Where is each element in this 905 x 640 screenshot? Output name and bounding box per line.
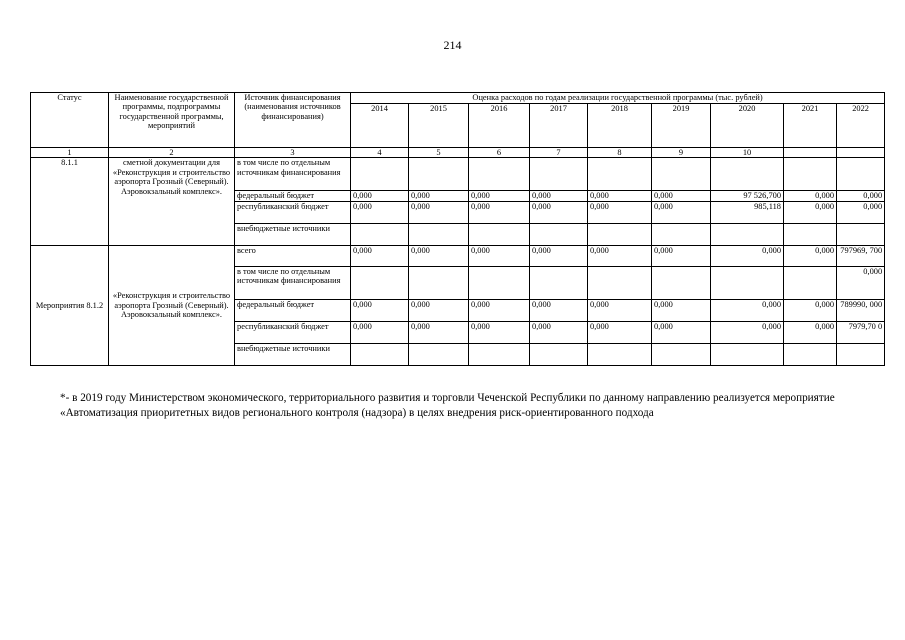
value-cell: [784, 158, 837, 191]
header-estimate: Оценка расходов по годам реализации государственной программы (тыс. рублей): [351, 93, 885, 104]
column-number: [784, 148, 837, 158]
header-year: 2019: [652, 104, 711, 148]
table-row: [31, 158, 885, 191]
value-cell: [351, 158, 409, 191]
value-cell: 985,118: [711, 201, 784, 223]
column-number: 10: [711, 148, 784, 158]
footnote: *- в 2019 году Министерством экономического, территориального развития и торговли Чеченской Республики по данному направлению реализуется мероприятие «Автоматизация приоритетных видов регионального контроля (надзора) в целях внедрения риск-ориентированного подхода: [60, 392, 835, 419]
value-cell: [409, 223, 469, 245]
value-cell: 0,000: [588, 191, 652, 201]
value-cell: [351, 223, 409, 245]
value-cell: 0,000: [351, 321, 409, 343]
value-cell: [588, 223, 652, 245]
header-year: 2018: [588, 104, 652, 148]
value-cell: [409, 266, 469, 299]
value-cell: 0,000: [652, 299, 711, 321]
row-status: 8.1.1: [31, 158, 109, 245]
value-cell: 7979,70 0: [837, 321, 885, 343]
value-cell: 789990, 000: [837, 299, 885, 321]
value-cell: [588, 158, 652, 191]
header-status: Статус: [31, 93, 109, 148]
value-cell: 0,000: [409, 321, 469, 343]
value-cell: 0,000: [784, 245, 837, 266]
value-cell: [711, 158, 784, 191]
value-cell: 0,000: [652, 191, 711, 201]
value-cell: 0,000: [530, 299, 588, 321]
value-cell: 0,000: [588, 321, 652, 343]
value-cell: 0,000: [711, 321, 784, 343]
value-cell: 0,000: [530, 201, 588, 223]
row-source: в том числе по отдельным источникам финансирования: [235, 266, 351, 299]
value-cell: 0,000: [711, 299, 784, 321]
value-cell: 0,000: [469, 245, 530, 266]
column-number: 9: [652, 148, 711, 158]
column-number: 7: [530, 148, 588, 158]
value-cell: [652, 158, 711, 191]
row-status: Мероприятия 8.1.2: [31, 245, 109, 365]
column-number: [837, 148, 885, 158]
row-source: внебюджетные источники: [235, 343, 351, 365]
value-cell: [469, 158, 530, 191]
value-cell: 0,000: [469, 191, 530, 201]
value-cell: [784, 223, 837, 245]
row-source: всего: [235, 245, 351, 266]
table-row: [31, 245, 885, 266]
value-cell: [652, 266, 711, 299]
value-cell: 0,000: [351, 201, 409, 223]
value-cell: [711, 266, 784, 299]
value-cell: [837, 223, 885, 245]
value-cell: [530, 223, 588, 245]
value-cell: 0,000: [469, 201, 530, 223]
row-name: сметной документации для «Реконструкция и строительство аэропорта Грозный (Северный). Аэровокзальный комплекс».: [109, 158, 235, 245]
value-cell: [588, 343, 652, 365]
value-cell: 0,000: [409, 201, 469, 223]
value-cell: 0,000: [652, 201, 711, 223]
value-cell: 0,000: [530, 245, 588, 266]
value-cell: [784, 266, 837, 299]
value-cell: 0,000: [588, 245, 652, 266]
value-cell: 797969, 700: [837, 245, 885, 266]
value-cell: [652, 343, 711, 365]
value-cell: 0,000: [837, 266, 885, 299]
row-source: внебюджетные источники: [235, 223, 351, 245]
value-cell: 0,000: [784, 191, 837, 201]
value-cell: 0,000: [652, 321, 711, 343]
column-number: 2: [109, 148, 235, 158]
expense-table: [30, 92, 885, 366]
row-source: федеральный бюджет: [235, 299, 351, 321]
value-cell: 0,000: [351, 299, 409, 321]
value-cell: [530, 343, 588, 365]
header-name: Наименование государственной программы, подпрограммы государственной программы, мероприятий: [109, 93, 235, 148]
value-cell: 0,000: [837, 201, 885, 223]
value-cell: 0,000: [409, 245, 469, 266]
column-number: 5: [409, 148, 469, 158]
page-number: 214: [443, 38, 462, 52]
value-cell: 0,000: [837, 191, 885, 201]
header-source: Источник финансирования (наименования источников финансирования): [235, 93, 351, 148]
value-cell: [711, 223, 784, 245]
value-cell: 0,000: [711, 245, 784, 266]
column-number: 4: [351, 148, 409, 158]
value-cell: 97 526,700: [711, 191, 784, 201]
value-cell: 0,000: [469, 321, 530, 343]
value-cell: 0,000: [409, 191, 469, 201]
row-source: федеральный бюджет: [235, 191, 351, 201]
value-cell: 0,000: [530, 191, 588, 201]
column-number-row: [31, 148, 885, 158]
header-row-top: [31, 93, 885, 104]
row-source: республиканский бюджет: [235, 321, 351, 343]
value-cell: [469, 266, 530, 299]
header-year: 2014: [351, 104, 409, 148]
value-cell: 0,000: [409, 299, 469, 321]
row-name: «Реконструкция и строительство аэропорта Грозный (Северный). Аэровокзальный комплекс».: [109, 245, 235, 365]
column-number: 8: [588, 148, 652, 158]
value-cell: 0,000: [784, 321, 837, 343]
value-cell: [469, 223, 530, 245]
value-cell: [652, 223, 711, 245]
column-number: 3: [235, 148, 351, 158]
header-year: 2015: [409, 104, 469, 148]
value-cell: 0,000: [530, 321, 588, 343]
value-cell: [530, 266, 588, 299]
header-year: 2021: [784, 104, 837, 148]
value-cell: [837, 343, 885, 365]
value-cell: [784, 343, 837, 365]
value-cell: [588, 266, 652, 299]
header-year: 2017: [530, 104, 588, 148]
value-cell: [351, 266, 409, 299]
header-year: 2016: [469, 104, 530, 148]
header-year: 2022: [837, 104, 885, 148]
value-cell: 0,000: [588, 201, 652, 223]
value-cell: 0,000: [784, 201, 837, 223]
value-cell: 0,000: [588, 299, 652, 321]
value-cell: [530, 158, 588, 191]
header-year: 2020: [711, 104, 784, 148]
value-cell: [469, 343, 530, 365]
value-cell: [351, 343, 409, 365]
value-cell: 0,000: [784, 299, 837, 321]
column-number: 1: [31, 148, 109, 158]
column-number: 6: [469, 148, 530, 158]
value-cell: 0,000: [351, 191, 409, 201]
value-cell: 0,000: [351, 245, 409, 266]
row-source: республиканский бюджет: [235, 201, 351, 223]
value-cell: [409, 158, 469, 191]
row-source: в том числе по отдельным источникам финансирования: [235, 158, 351, 191]
value-cell: [837, 158, 885, 191]
value-cell: 0,000: [469, 299, 530, 321]
value-cell: [409, 343, 469, 365]
value-cell: [711, 343, 784, 365]
value-cell: 0,000: [652, 245, 711, 266]
